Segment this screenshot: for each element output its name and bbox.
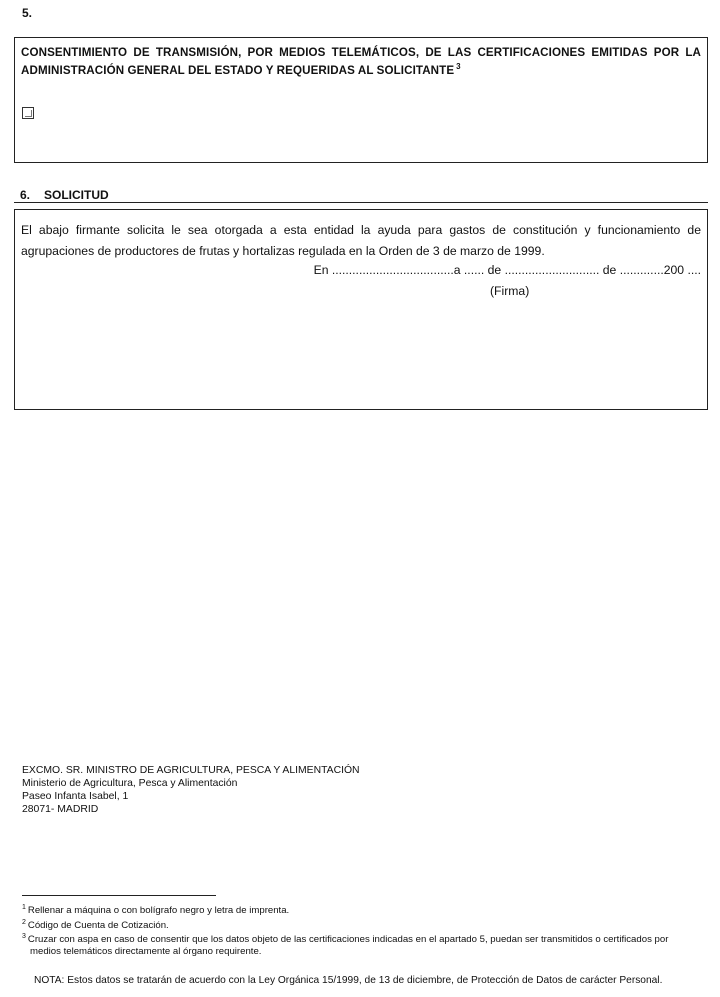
address-line-1: EXCMO. SR. MINISTRO DE AGRICULTURA, PESCA Y ALIMENTACIÓN [22, 765, 360, 776]
footnote-1 [22, 902, 692, 917]
section-5-box [14, 37, 708, 163]
footnote-3-text: Cruzar con aspa en caso de consentir que los datos objeto de las certificaciones indicadas en el apartado 5, puedan ser transmitidos o certificados por medios telemáticos directamente al órgano requirente. [27, 934, 669, 957]
footnote-1-mark: 1 [22, 904, 26, 911]
footnote-ref-3: 3 [456, 62, 461, 71]
recipient-address [22, 764, 360, 816]
footnote-3 [22, 931, 692, 957]
footnote-2 [22, 917, 692, 932]
solicitud-text: El abajo firmante solicita le sea otorgada a esta entidad la ayuda para gastos de constitución y funcionamiento de agrupaciones de productores de frutas y hortalizas regulada en la Orden de 3 de marzo de 1999. [21, 223, 701, 258]
section-6-rule [14, 202, 708, 203]
section-6-title: SOLICITUD [44, 188, 109, 202]
footnote-2-text: Código de Cuenta de Cotización. [27, 919, 169, 931]
section-5-title [21, 46, 701, 78]
address-line-2: Ministerio de Agricultura, Pesca y Alimentación [22, 778, 238, 789]
footnote-3-mark: 3 [22, 933, 26, 941]
address-line-4: 28071- MADRID [22, 804, 99, 815]
address-line-3: Paseo Infanta Isabel, 1 [22, 791, 129, 802]
footnote-rule [22, 895, 216, 896]
section-6-box [14, 209, 708, 410]
footnotes [22, 902, 692, 957]
section-5-number: 5. [22, 6, 33, 20]
section-6-heading [20, 188, 109, 202]
footnote-1-text: Rellenar a máquina o con bolígrafo negro y letra de imprenta. [27, 905, 290, 916]
section-5-title-text: CONSENTIMIENTO DE TRANSMISIÓN, POR MEDIOS TELEMÁTICOS, DE LAS CERTIFICACIONES EMITIDAS POR LA ADMINISTRACIÓN GENERAL DEL ESTADO Y REQUERIDAS AL SOLICITANTE [21, 46, 701, 77]
date-place-line[interactable]: En ....................................a ...... de ............................ de .............200 .... [313, 263, 701, 277]
signature-label: (Firma) [490, 284, 530, 298]
footnote-2-mark: 2 [22, 918, 26, 926]
section-6-number: 6. [20, 188, 31, 202]
data-protection-note: NOTA: Estos datos se tratarán de acuerdo con la Ley Orgánica 15/1999, de 13 de diciembre, de Protección de Datos de carácter Personal. [34, 975, 663, 986]
consent-checkbox[interactable] [22, 107, 34, 119]
